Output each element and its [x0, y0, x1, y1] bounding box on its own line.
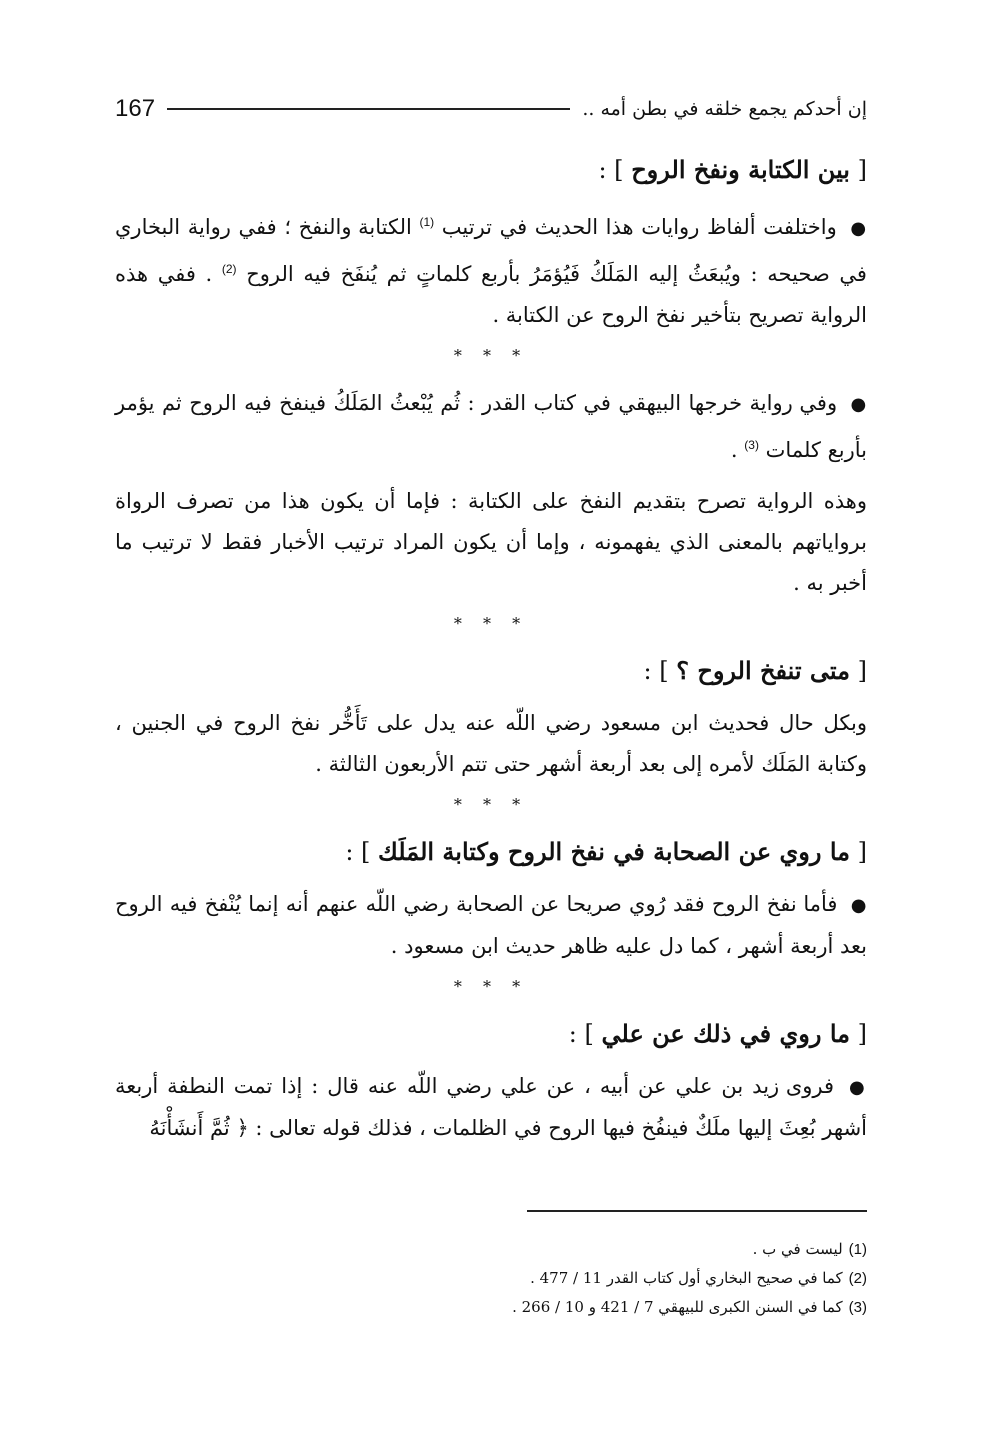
footnote-item: (3)كما في السنن الكبرى للبيهقي 7 / 421 و 10 / 266 .	[512, 1298, 867, 1316]
main-content	[115, 150, 867, 1159]
paragraph: ● فأما نفخ الروح فقد رُوي صريحا عن الصحابة رضي اللّه عنهم أنه إنما يُنْفخ فيه الروح بعد أربعة أشهر ، كما دل عليه ظاهر حديث ابن مسعود .	[115, 892, 867, 958]
bullet-icon: ●	[850, 394, 867, 415]
bullet-icon: ●	[850, 895, 867, 916]
footnote-item: (2)كما في صحيح البخاري أول كتاب القدر 11 / 477 .	[530, 1269, 867, 1287]
paragraph: ● فروى زيد بن علي عن أبيه ، عن علي رضي اللّه عنه قال : إذا تمت النطفة أربعة أشهر بُعِثَ إليها ملَكٌ فينفُخ فيها الروح في الظلمات ، فذلك قوله تعالى : ﴿ ثُمَّ أَنشَأْنَهُ	[115, 1074, 867, 1140]
separator-stars: * * *	[453, 346, 529, 365]
footnote-marker: (3)	[744, 438, 759, 452]
footnotes	[115, 1235, 867, 1322]
paragraph: ● وفي رواية خرجها البيهقي في كتاب القدر : ثُم يُبْعثُ المَلَكُ فينفخ فيه الروح ثم يؤمر بأربع كلمات $^{(3)}$ .	[115, 391, 867, 462]
separator-stars: * * *	[453, 977, 529, 996]
paragraph: وهذه الرواية تصرح بتقديم النفخ على الكتابة : فإما أن يكون هذا من تصرف الرواة برواياتهم بالمعنى الذي يفهمونه ، وإما أن يكون المراد ترتيب الأخبار فقط لا ترتيب ما أخبر به .	[115, 489, 867, 595]
page-number: 167	[115, 95, 156, 122]
running-title: إن أحدكم يجمع خلقه في بطن أمه ..	[582, 98, 867, 120]
page-header	[115, 92, 867, 126]
section-heading: [ ما روي في ذلك عن علي ] :	[568, 1019, 867, 1048]
paragraph: ● واختلفت ألفاظ روايات هذا الحديث في ترتيب $^{(1)}$ الكتابة والنفخ ؛ ففي رواية البخاري في صحيحه : ويُبعَثُ إليه المَلَكُ فَيُؤمَرُ بأربع كلماتٍ ثم يُنفَخ فيه الروح $^{(2)}$ . ففي هذه الرواية تصريح بتأخير نفخ الروح عن الكتابة .	[115, 215, 867, 327]
footnote-marker: (1)	[419, 215, 435, 229]
footnote-divider	[527, 1210, 867, 1212]
paragraph: وبكل حال فحديث ابن مسعود رضي اللّه عنه يدل على تَأَخُّر نفخ الروح في الجنين ، وكتابة المَلَك لأمره إلى بعد أربعة أشهر حتى تتم الأربعون الثالثة .	[115, 711, 867, 776]
footnote-item: (1)ليست في ب .	[752, 1240, 867, 1258]
header-rule	[167, 108, 570, 110]
section-heading: [ بين الكتابة ونفخ الروح ] :	[598, 155, 867, 184]
separator-stars: * * *	[453, 614, 529, 633]
bullet-icon: ●	[850, 218, 867, 239]
section-heading: [ متى تنفخ الروح ؟ ] :	[643, 656, 867, 685]
separator-stars: * * *	[453, 795, 529, 814]
footnote-marker: (2)	[221, 262, 237, 276]
bullet-icon: ●	[849, 1077, 867, 1098]
section-heading: [ ما روي عن الصحابة في نفخ الروح وكتابة المَلَك ] :	[345, 837, 867, 866]
